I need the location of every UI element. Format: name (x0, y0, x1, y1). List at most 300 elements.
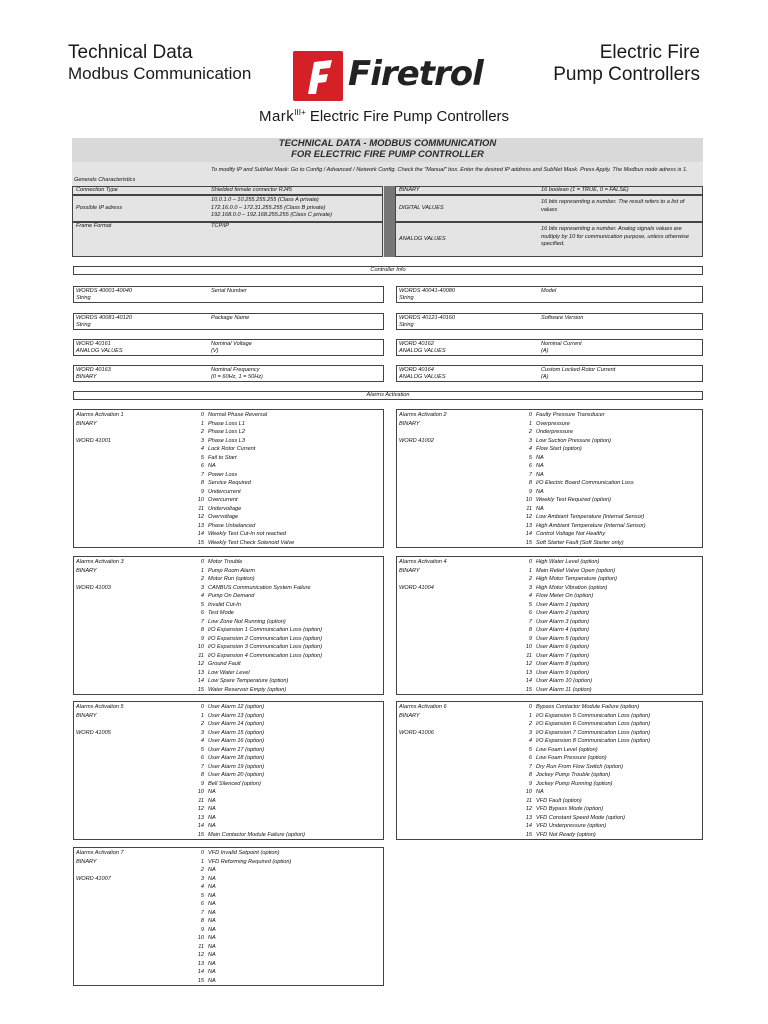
alarm-bit-row (191, 900, 291, 909)
alarm-bit-number: 9 (200, 926, 204, 933)
general-note: To modify IP and SubNet Mask: Go to Config / Advanced / Network Config. Check the "Manual" box. Enter the desired IP address and SubNet Mask. Press Apply. The Modbus node adress is 1. (211, 167, 688, 173)
register-word: WORD 40162 (399, 341, 434, 347)
alarm-bit-label: User Alarm 16 (option) (208, 738, 265, 744)
alarm-bit-label: Weekly Test Check Solenoid Valve (208, 539, 295, 546)
alarm-block (396, 409, 703, 548)
alarm-bit-number: 15 (525, 539, 532, 546)
firetrol-logo-icon (292, 50, 344, 102)
alarm-bit-label: Phase Loss L3 (208, 437, 246, 444)
alarm-block-label (399, 411, 447, 445)
alarm-bit-label: I/O Expansion 8 Communication Loss (option) (536, 738, 651, 744)
alarm-bit-row (519, 626, 617, 635)
alarm-bit-row (519, 669, 617, 678)
alarm-bit-row (191, 737, 305, 746)
alarm-bit-row (191, 822, 305, 831)
alarm-bit-row (519, 567, 617, 576)
alarm-bit-label: Pump On Demand (208, 593, 255, 599)
alarm-bit-row (519, 729, 650, 738)
alarm-bit-number: 1 (200, 858, 204, 865)
alarm-bit-number: 0 (200, 850, 204, 856)
alarm-bit-number: 2 (200, 429, 204, 435)
header-right (553, 42, 700, 86)
alarm-bit-label: User Alarm 7 (option) (536, 652, 589, 659)
alarm-bit-number: 1 (528, 567, 532, 574)
divider-bar (384, 186, 395, 257)
alarm-bit-label: Overcurrent (208, 497, 238, 503)
alarm-bit-number: 10 (197, 935, 204, 941)
alarm-bit-label: Undervoltage (208, 505, 242, 512)
controller-info-item (396, 313, 703, 330)
alarm-bit-row (519, 737, 650, 746)
alarm-block-type: BINARY (76, 420, 97, 427)
alarm-bit-label: Low Zone Not Running (option) (208, 618, 286, 625)
alarm-bit-label: Dry Run From Flow Switch (option) (536, 763, 624, 770)
alarm-bit-number: 6 (528, 755, 532, 761)
register-word: WORD 40163 (76, 367, 111, 373)
alarm-bit-list (519, 703, 650, 839)
alarm-bit-number: 10 (197, 497, 204, 503)
alarm-bit-row (191, 934, 291, 943)
alarm-bit-label: VFD Fault (option) (536, 797, 582, 804)
alarm-bit-number: 1 (200, 712, 204, 719)
alarm-bit-row (191, 968, 291, 977)
alarm-bit-label: I/O Expansion 2 Communication Loss (option) (208, 635, 323, 642)
alarm-bit-row (191, 703, 305, 712)
digital-label: DIGITAL VALUES (399, 205, 444, 211)
alarm-bit-number: 14 (525, 823, 532, 829)
alarm-block-title: Alarms Activation 3 (76, 559, 124, 565)
alarm-bit-label: Phase Loss L1 (208, 420, 246, 427)
alarm-bit-row (519, 539, 646, 548)
frame-label: Frame Format (76, 223, 112, 229)
alarm-block (73, 409, 384, 548)
alarm-bit-number: 10 (197, 644, 204, 650)
alarm-bit-number: 10 (197, 789, 204, 795)
alarm-bit-row (191, 454, 294, 463)
alarm-bit-number: 7 (528, 471, 532, 478)
alarm-bit-label: I/O Expansion 3 Communication Loss (option) (208, 644, 323, 650)
controller-info-item (73, 286, 384, 303)
ip-label: Possible IP adress (76, 205, 123, 211)
alarm-bit-row (519, 686, 617, 695)
alarm-block (396, 701, 703, 840)
alarm-bit-label: NA (208, 884, 216, 890)
alarm-bit-number: 8 (528, 627, 532, 633)
alarm-bit-row (191, 669, 322, 678)
alarm-bit-row (519, 505, 646, 514)
alarm-bit-row (519, 814, 650, 823)
alarm-bit-number: 8 (200, 627, 204, 633)
alarm-bit-row (519, 720, 650, 729)
alarm-block-title: Alarms Activation 1 (76, 412, 124, 418)
alarm-bit-row (191, 539, 294, 548)
alarm-bit-row (191, 805, 305, 814)
register-word: WORDS 40001-40040 (76, 288, 132, 294)
alarm-block-word: WORD 41001 (76, 437, 111, 444)
document-subtitle (0, 108, 768, 125)
alarm-bit-number: 13 (197, 669, 204, 676)
alarm-bit-row (191, 951, 291, 960)
alarm-bit-number: 8 (200, 772, 204, 778)
alarm-block-label (399, 558, 447, 592)
alarm-bit-number: 2 (200, 576, 204, 582)
alarm-bit-label: Phase Loss L2 (208, 429, 246, 435)
alarm-bit-label: Pump Room Alarm (208, 567, 256, 574)
alarm-bit-label: High Ambiant Temperature (Internal Sensor) (536, 522, 646, 529)
alarm-bit-number: 12 (525, 806, 532, 812)
alarm-bit-label: Overvoltage (208, 514, 239, 520)
firetrol-logo (292, 50, 483, 98)
alarm-bit-number: 10 (525, 644, 532, 650)
alarm-bit-row (191, 686, 322, 695)
alarm-bit-number: 3 (200, 875, 204, 882)
alarm-bit-number: 15 (525, 831, 532, 838)
alarm-bit-label: Overpressure (536, 420, 570, 427)
alarm-block-word: WORD 41005 (76, 729, 111, 736)
alarm-bit-number: 12 (197, 514, 204, 520)
connection-label: Connection Type (76, 187, 118, 193)
alarm-bit-number: 15 (197, 977, 204, 984)
alarm-bit-number: 7 (200, 471, 204, 478)
register-name: Nominal Voltage (211, 341, 252, 347)
alarm-bit-label: NA (536, 454, 544, 461)
alarm-bit-label: Jockey Pump Trouble (option) (536, 772, 611, 778)
alarm-bit-number: 12 (525, 514, 532, 520)
alarm-bit-number: 3 (528, 437, 532, 444)
mark-label: Mark (258, 108, 295, 125)
alarm-bit-label: Weekly Test Required (option) (536, 497, 611, 503)
alarm-bit-label: Motor Run (option) (208, 576, 255, 582)
controller-info-item (396, 365, 703, 382)
alarm-bit-label: Test Mode (208, 610, 234, 616)
alarm-block-title: Alarms Activation 7 (76, 850, 124, 856)
alarm-block (73, 556, 384, 695)
alarm-bit-label: NA (208, 789, 216, 795)
alarm-bit-list (519, 411, 646, 547)
alarm-bit-row (191, 558, 322, 567)
alarm-bit-row (519, 618, 617, 627)
alarm-bit-label: NA (208, 918, 216, 924)
alarm-bit-label: Undercurrent (208, 488, 241, 495)
register-unit: (A) (541, 348, 549, 354)
alarm-bit-label: NA (536, 471, 544, 478)
alarm-bit-number: 11 (198, 652, 204, 659)
alarm-bit-number: 4 (528, 738, 532, 744)
alarm-bit-label: Main Contactor Module Failure (option) (208, 831, 306, 838)
alarm-bit-row (519, 746, 650, 755)
alarm-bit-number: 13 (197, 960, 204, 967)
alarm-bit-label: NA (536, 789, 544, 795)
controller-info-item (73, 339, 384, 356)
alarm-bit-label: User Alarm 6 (option) (536, 644, 589, 650)
alarm-bit-label: Ground Fault (208, 661, 241, 667)
register-type: BINARY (76, 374, 97, 380)
alarm-bit-list (191, 849, 291, 985)
alarm-bit-number: 13 (197, 814, 204, 821)
alarm-bit-label: User Alarm 10 (option) (536, 678, 593, 684)
alarm-bit-number: 13 (525, 814, 532, 821)
alarm-block (73, 847, 384, 986)
alarm-bit-row (519, 522, 646, 531)
alarm-bit-row (191, 960, 291, 969)
alarm-bit-number: 0 (200, 704, 204, 710)
register-unit: (0 = 60Hz, 1 = 50Hz) (211, 374, 263, 380)
alarm-bit-label: User Alarm 4 (option) (536, 627, 589, 633)
alarm-bit-label: Fail to Start (208, 454, 237, 461)
alarm-bit-number: 8 (200, 918, 204, 924)
alarm-bit-number: 11 (198, 505, 204, 512)
alarm-bit-row (519, 754, 650, 763)
alarm-bit-number: 3 (528, 584, 532, 591)
alarm-bit-row (191, 618, 322, 627)
register-type: String (76, 295, 91, 301)
alarm-bit-label: NA (208, 901, 216, 907)
controller-info-header: Controller Info (73, 266, 703, 275)
frame-value: TCP/IP (211, 223, 230, 229)
header-left-title: Technical Data (68, 42, 193, 63)
alarm-bit-number: 6 (200, 463, 204, 469)
alarm-bit-number: 2 (528, 721, 532, 727)
alarm-bit-row (191, 943, 291, 952)
alarm-bit-row (519, 677, 617, 686)
alarm-bit-number: 1 (200, 420, 204, 427)
alarm-bit-label: Control Voltage Not Healthy (536, 531, 606, 537)
ip-class-c: 192.168.0.0 – 192.168.255.255 (Class C private) (211, 212, 332, 219)
alarm-bit-number: 5 (528, 601, 532, 608)
alarm-bit-row (519, 445, 646, 454)
alarm-bit-number: 6 (200, 901, 204, 907)
alarm-bit-number: 8 (528, 480, 532, 486)
alarm-bit-label: Invalid Cut-In (208, 601, 241, 608)
alarm-bit-label: Flow Meter On (option) (536, 593, 594, 599)
register-name: Package Name (211, 315, 250, 321)
alarm-block-type: BINARY (399, 712, 420, 719)
connection-value: Shielded female connector RJ45 (211, 187, 292, 193)
mark-superscript: III+ (294, 108, 306, 117)
alarm-bit-label: Power Loss (208, 471, 238, 478)
alarm-bit-number: 3 (200, 729, 204, 736)
alarm-bit-label: CANBUS Communication System Failure (208, 584, 311, 591)
alarm-bit-row (191, 584, 322, 593)
alarm-bit-row (519, 479, 646, 488)
alarm-bit-number: 15 (197, 539, 204, 546)
alarm-bit-row (191, 411, 294, 420)
alarm-bit-number: 1 (528, 712, 532, 719)
register-name: Nominal Current (541, 341, 582, 347)
alarm-bit-row (191, 652, 322, 661)
alarm-bit-number: 5 (528, 454, 532, 461)
alarm-bit-row (519, 822, 650, 831)
alarm-block-type: BINARY (399, 567, 420, 574)
controller-info-item (396, 286, 703, 303)
alarm-bit-row (519, 592, 617, 601)
alarm-bit-label: User Alarm 15 (option) (208, 729, 265, 736)
alarm-bit-label: High Water Level (option) (536, 559, 600, 565)
logo-wordmark: Firetrol (348, 54, 483, 94)
alarm-bit-label: I/O Expansion 4 Communication Loss (option) (208, 652, 323, 659)
alarm-block-type: BINARY (76, 567, 97, 574)
alarm-block-word: WORD 41006 (399, 729, 434, 736)
alarm-bit-number: 6 (528, 463, 532, 469)
alarm-bit-label: Normal Phase Reversal (208, 412, 268, 418)
alarm-bit-label: I/O Expansion 6 Communication Loss (option) (536, 721, 651, 727)
alarm-bit-row (191, 530, 294, 539)
register-name: Nominal Frequency (211, 367, 260, 373)
alarm-bit-number: 11 (198, 797, 204, 804)
digital-value: 16 bits representing a number. The result refers to a list of values (541, 199, 685, 213)
alarm-bit-row (191, 677, 322, 686)
alarm-bit-label: NA (208, 875, 216, 882)
alarm-block-title: Alarms Activation 5 (76, 704, 124, 710)
alarm-bit-number: 4 (528, 593, 532, 599)
alarm-bit-number: 11 (526, 797, 532, 804)
alarm-bit-number: 0 (528, 704, 532, 710)
alarm-bit-label: Water Reservoir Empty (option) (208, 686, 287, 693)
alarm-bit-number: 1 (200, 567, 204, 574)
alarm-bit-label: Bypass Contactor Module Failure (option) (536, 704, 640, 710)
alarm-bit-label: NA (208, 867, 216, 873)
alarm-bit-label: Flow Start (option) (536, 446, 582, 452)
alarm-bit-row (519, 471, 646, 480)
alarm-bit-number: 2 (200, 721, 204, 727)
alarm-bit-label: VFD Bypass Mode (option) (536, 806, 604, 812)
alarm-bit-number: 4 (528, 446, 532, 452)
alarm-bit-number: 0 (200, 412, 204, 418)
alarm-bit-row (191, 496, 294, 505)
alarm-bit-row (519, 797, 650, 806)
alarm-bit-row (191, 513, 294, 522)
alarm-block-type: BINARY (76, 858, 97, 865)
alarm-bit-label: User Alarm 17 (option) (208, 746, 265, 753)
alarm-bit-row (519, 584, 617, 593)
alarm-bit-number: 7 (528, 618, 532, 625)
alarm-bit-row (191, 488, 294, 497)
alarm-bit-label: VFD Underpressure (option) (536, 823, 607, 829)
alarm-bit-label: NA (208, 977, 216, 984)
alarm-bit-list (191, 558, 322, 694)
alarm-bit-row (191, 635, 322, 644)
alarm-bit-row (191, 575, 322, 584)
alarm-bit-label: NA (208, 797, 216, 804)
alarm-bit-label: VFD Reforming Required (option) (208, 858, 292, 865)
alarm-bit-number: 11 (198, 943, 204, 950)
alarm-bit-number: 8 (200, 480, 204, 486)
alarm-bit-number: 4 (200, 446, 204, 452)
alarm-bit-row (519, 763, 650, 772)
alarm-bit-row (191, 479, 294, 488)
alarm-bit-number: 14 (197, 823, 204, 829)
alarm-bit-row (191, 522, 294, 531)
alarm-bit-label: Main Relief Valve Open (option) (536, 567, 616, 574)
register-type: String (76, 322, 91, 328)
alarm-bit-number: 2 (528, 576, 532, 582)
alarm-bit-number: 4 (200, 738, 204, 744)
alarm-bit-label: VFD Constant Speed Mode (option) (536, 814, 625, 821)
alarm-bit-label: NA (208, 909, 216, 916)
alarm-bit-number: 9 (528, 780, 532, 787)
alarm-bit-number: 4 (200, 593, 204, 599)
binary-value: 16 boolean (1 = TRUE, 0 = FALSE) (541, 187, 629, 193)
register-word: WORD 40164 (399, 367, 434, 373)
alarm-bit-row (191, 420, 294, 429)
register-name: Custom Locked Rotor Current (541, 367, 616, 373)
register-word: WORD 40161 (76, 341, 111, 347)
alarm-bit-row (191, 788, 305, 797)
register-word: WORDS 40041-40080 (399, 288, 455, 294)
alarm-bit-row (191, 471, 294, 480)
alarm-bit-number: 10 (525, 789, 532, 795)
alarm-bit-label: Low Foam Level (option) (536, 746, 598, 753)
register-type: String (399, 322, 414, 328)
alarm-bit-number: 15 (197, 831, 204, 838)
alarm-bit-row (519, 609, 617, 618)
register-type: ANALOG VALUES (76, 348, 123, 354)
alarm-bit-label: User Alarm 12 (option) (208, 704, 265, 710)
alarm-bit-list (191, 411, 294, 547)
alarm-bit-label: I/O Expansion 1 Communication Loss (option) (208, 627, 323, 633)
register-name: Serial Number (211, 288, 247, 294)
alarm-bit-label: Phase Unbalanced (208, 522, 256, 529)
alarm-bit-row (191, 505, 294, 514)
section-title (72, 138, 703, 162)
alarm-bit-label: User Alarm 11 (option) (536, 686, 592, 693)
alarm-bit-number: 15 (197, 686, 204, 693)
alarm-bit-number: 15 (525, 686, 532, 693)
alarm-bit-row (191, 883, 291, 892)
alarm-bit-row (519, 660, 617, 669)
alarm-bit-list (519, 558, 617, 694)
ip-class-a: 10.0.1.0 – 10.255.255.255 (Class A private) (211, 197, 319, 203)
alarm-bit-label: User Alarm 5 (option) (536, 635, 589, 642)
alarm-bit-label: NA (536, 488, 544, 495)
alarm-block-label (76, 703, 124, 737)
alarm-bit-number: 6 (200, 610, 204, 616)
general-label: Generals Characteristics (74, 177, 136, 183)
alarm-bit-label: Weekly Test Cut-In not reached (208, 531, 287, 537)
alarm-bit-row (519, 635, 617, 644)
alarm-bit-row (519, 437, 646, 446)
alarm-bit-row (519, 780, 650, 789)
alarm-bit-number: 14 (525, 531, 532, 537)
alarm-bit-row (191, 462, 294, 471)
alarm-bit-label: Low Foam Pressure (option) (536, 755, 607, 761)
register-type: ANALOG VALUES (399, 348, 446, 354)
alarm-bit-row (191, 797, 305, 806)
alarm-bit-number: 7 (200, 763, 204, 770)
alarm-bit-label: Low Ambiant Temperature (Internal Sensor) (536, 514, 645, 520)
alarm-bit-row (191, 720, 305, 729)
alarm-block (73, 701, 384, 840)
alarm-bit-number: 0 (528, 412, 532, 418)
alarms-header: Alarms Activation (73, 391, 703, 400)
alarm-bit-number: 11 (526, 652, 532, 659)
alarm-bit-row (191, 609, 322, 618)
alarm-bit-label: NA (208, 960, 216, 967)
alarm-bit-label: High Motor Vibration (option) (536, 584, 608, 591)
alarm-bit-label: High Motor Temperature (option) (536, 576, 617, 582)
alarm-bit-row (191, 892, 291, 901)
alarm-bit-row (191, 771, 305, 780)
alarm-bit-number: 8 (528, 772, 532, 778)
alarm-bit-label: NA (208, 463, 216, 469)
alarm-bit-row (191, 909, 291, 918)
alarm-bit-row (519, 831, 650, 840)
alarm-bit-row (191, 754, 305, 763)
alarm-bit-label: User Alarm 14 (option) (208, 721, 265, 727)
register-name: Software Version (541, 315, 584, 321)
alarm-bit-label: NA (208, 943, 216, 950)
alarm-block (396, 556, 703, 695)
